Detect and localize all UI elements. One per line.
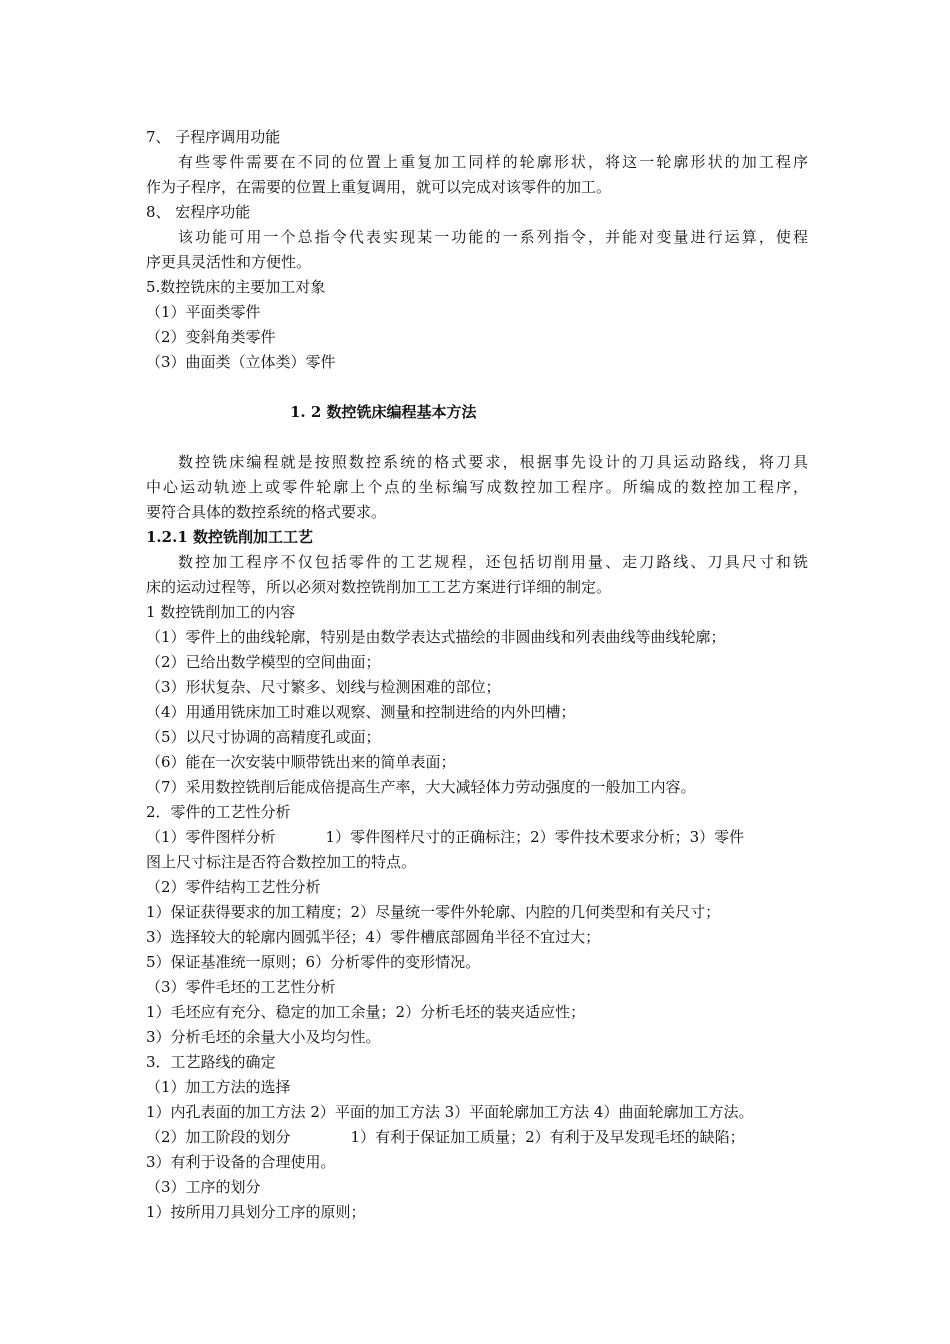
list-item: （1）平面类零件 [146,303,261,321]
section-title: 1. 2 数控铣床编程基本方法 [290,403,477,421]
list-item: 1）按所用刀具划分工序的原则； [146,1203,366,1221]
paragraph-line: 该功能可用一个总指令代表实现某一功能的一系列指令，并能对变量进行运算，使程 [178,228,808,246]
item-label: （2）加工阶段的划分 [146,1128,291,1146]
list-item: （3）曲面类（立体类）零件 [146,353,336,371]
list-item: （2）变斜角类零件 [146,328,276,346]
item-detail: 1）有利于保证加工质量；2）有利于及早发现毛坯的缺陷； [350,1128,745,1146]
list-item [146,827,744,847]
list-item: （3）工序的划分 [146,1178,261,1196]
list-item: （3）形状复杂、尺寸繁多、划线与检测困难的部位； [146,678,501,696]
paragraph-line: 中心运动轨迹上或零件轮廓上个点的坐标编写成数控加工程序。所编成的数控加工程序， [146,478,808,496]
list-item: （2）已给出数学模型的空间曲面； [146,653,381,671]
list-item: （5）以尺寸协调的高精度孔或面； [146,728,381,746]
list-item: （1）加工方法的选择 [146,1078,291,1096]
paragraph-line: 数控加工程序不仅包括零件的工艺规程，还包括切削用量、走刀路线、刀具尺寸和铣 [178,553,808,571]
subsection-title: 1.2.1 数控铣削加工工艺 [146,528,313,546]
list-item: （2）零件结构工艺性分析 [146,878,321,896]
paragraph-line: 序更具灵活性和方便性。 [146,253,312,271]
list-item: 3）分析毛坯的余量大小及均匀性。 [146,1028,381,1046]
heading-macro-program: 8、 宏程序功能 [146,203,251,221]
list-item: 3）选择较大的轮廓内圆弧半径；4）零件槽底部圆角半径不宜过大； [146,928,601,946]
paragraph-line: 数控铣床编程就是按照数控系统的格式要求，根据事先设计的刀具运动路线，将刀具 [178,453,808,471]
paragraph-line: 作为子程序，在需要的位置上重复调用，就可以完成对该零件的加工。 [146,178,612,196]
heading-process-route: 3．工艺路线的确定 [146,1053,276,1071]
list-item: 1）内孔表面的加工方法 2）平面的加工方法 3）平面轮廓加工方法 4）曲面轮廓加工方法。 [146,1103,754,1121]
item-label: （1）零件图样分析 [146,828,276,846]
paragraph-line: 有些零件需要在不同的位置上重复加工同样的轮廓形状，将这一轮廓形状的加工程序 [178,153,808,171]
heading-machining-objects: 5.数控铣床的主要加工对象 [146,278,326,296]
heading-subprogram-call: 7、 子程序调用功能 [146,128,281,146]
heading-process-analysis: 2．零件的工艺性分析 [146,803,291,821]
list-item: （7）采用数控铣削后能成倍提高生产率，大大减轻体力劳动强度的一般加工内容。 [146,778,696,796]
paragraph-line: 图上尺寸标注是否符合数控加工的特点。 [146,853,417,871]
paragraph-line: 床的运动过程等，所以必须对数控铣削加工工艺方案进行详细的制定。 [146,578,612,596]
heading-milling-content: 1 数控铣削加工的内容 [146,603,296,621]
list-item: 1）保证获得要求的加工精度；2）尽量统一零件外轮廓、内腔的几何类型和有关尺寸； [146,903,721,921]
list-item: （3）零件毛坯的工艺性分析 [146,978,336,996]
list-item: 1）毛坯应有充分、稳定的加工余量；2）分析毛坯的装夹适应性； [146,1003,586,1021]
list-item: 5）保证基准统一原则；6）分析零件的变形情况。 [146,953,481,971]
list-item: （1）零件上的曲线轮廓，特别是由数学表达式描绘的非圆曲线和列表曲线等曲线轮廓； [146,628,726,646]
list-item: （4）用通用铣床加工时难以观察、测量和控制进给的内外凹槽； [146,703,576,721]
list-item: （6）能在一次安装中顺带铣出来的简单表面； [146,753,456,771]
paragraph-line: 要符合具体的数控系统的格式要求。 [146,503,387,521]
item-detail: 1）零件图样尺寸的正确标注；2）零件技术要求分析；3）零件 [325,828,745,846]
list-item: 3）有利于设备的合理使用。 [146,1153,336,1171]
list-item [146,1127,745,1147]
